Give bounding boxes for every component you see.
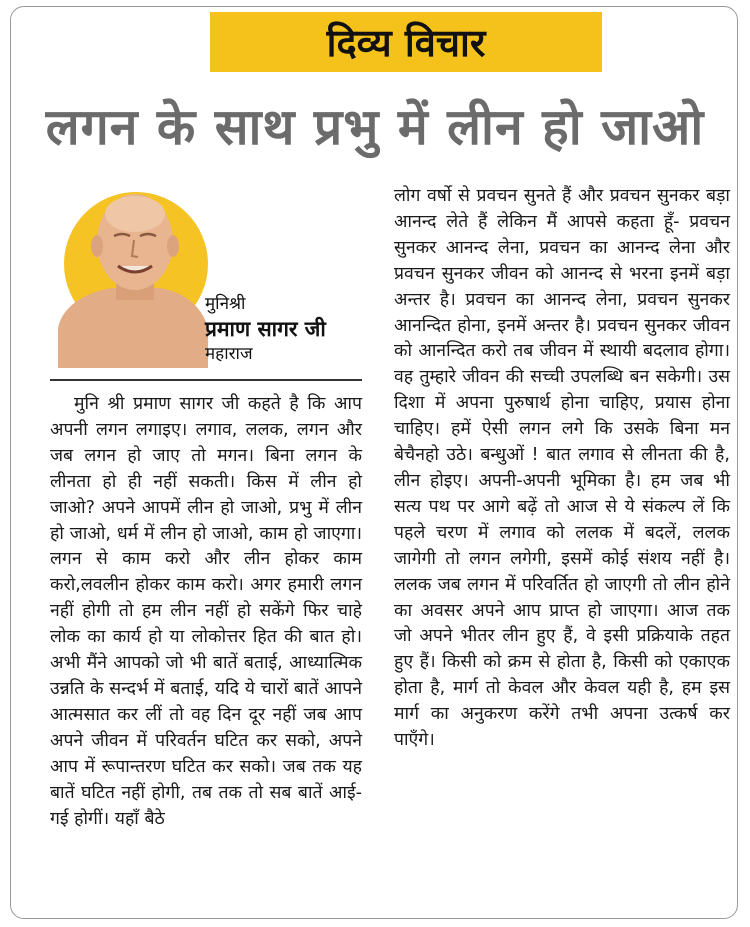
author-prefix: मुनिश्री	[205, 294, 246, 314]
author-suffix: महाराज	[205, 344, 253, 364]
byline-divider	[50, 379, 362, 381]
author-photo	[50, 178, 210, 368]
portrait-illustration	[50, 178, 210, 368]
article-left-column: मुनि श्री प्रमाण सागर जी कहते है कि आप अपनी लगन लगाइए। लगाव, ललक, लगन और जब लगन हो जाए तो मगन। बिना लगन के लीनता हो ही नहीं सकती। किस में लीन हो जाओ? अपने आपमें लीन हो जाओ, प्रभु में लीन हो जाओ, धर्म में लीन हो जाओ, काम हो जाएगा। लगन से काम करो और लीन होकर काम करो,लवलीन होकर काम करो। अगर हमारी लगन नहीं होगी तो हम लीन नहीं हो सकेंगे फिर चाहे लोक का कार्य हो या लोकोत्तर हित की बात हो। अभी मैंने आपको जो भी बातें बताई, आध्यात्मिक उन्नति के सन्दर्भ में बताई, यदि ये चारों बातें आपने आत्मसात कर लीं तो वह दिन दूर नहीं जब आप अपने जीवन में परिवर्तन घटित कर सको, अपने आप में रूपान्तरण घटित कर सको। जब तक यह बातें घटित नहीं होगी, तब तक तो सब बातें आई-गई होगीं। यहाँ बैठे	[50, 394, 362, 829]
article-right-column: लोग वर्षो से प्रवचन सुनते हैं और प्रवचन सुनकर बड़ा आनन्द लेते हैं लेकिन मैं आपसे कहता हूँ- प्रवचन सुनकर आनन्द लेना, प्रवचन का आनन्द लेना और प्रवचन सुनकर जीवन को आनन्द से भरना इनमें बड़ा अन्तर है। प्रवचन का आनन्द लेना, प्रवचन सुनकर आनन्दित होना, इनमें अन्तर है। प्रवचन सुनकर जीवन को आनन्दित करो तब जीवन में स्थायी बदलाव होगा। वह तुम्हारे जीवन की सच्ची उपलब्धि बन सकेगी। उस दिशा में अपना पुरुषार्थ होना चाहिए, प्रयास होना चाहिए। हमें ऐसी लगन लगे कि उसके बिना मन बेचैनहो उठे। बन्धुओं ! बात लगाव से लीनता की है, लीन होइए। अपनी-अपनी भूमिका है। हम जब भी सत्य पथ पर आगे बढ़ें तो आज से ये संकल्प लें कि पहले चरण में लगाव को ललक में बदलें, ललक जागेगी तो लगन लगेगी, इसमें कोई संशय नहीं है। ललक जब लगन में परिवर्तित हो जाएगी तो लीन होने का अवसर अपने आप प्राप्त हो जाएगा। आज तक जो अपने भीतर लीन हुए हैं, वे इसी प्रक्रियाके तहत हुए हैं। किसी को क्रम से होता है, किसी को एकाएक होता है, मार्ग तो केवल और केवल यही है, हम इस मार्ग का अनुकरण करेंगे तभी अपना उत्कर्ष कर पाएँगे।	[394, 186, 730, 751]
author-name: प्रमाण सागर जी	[205, 317, 326, 341]
section-label: दिव्य विचार	[210, 12, 602, 72]
headline: लगन के साथ प्रभु में लीन हो जाओ	[45, 98, 705, 156]
author-byline	[205, 292, 326, 367]
